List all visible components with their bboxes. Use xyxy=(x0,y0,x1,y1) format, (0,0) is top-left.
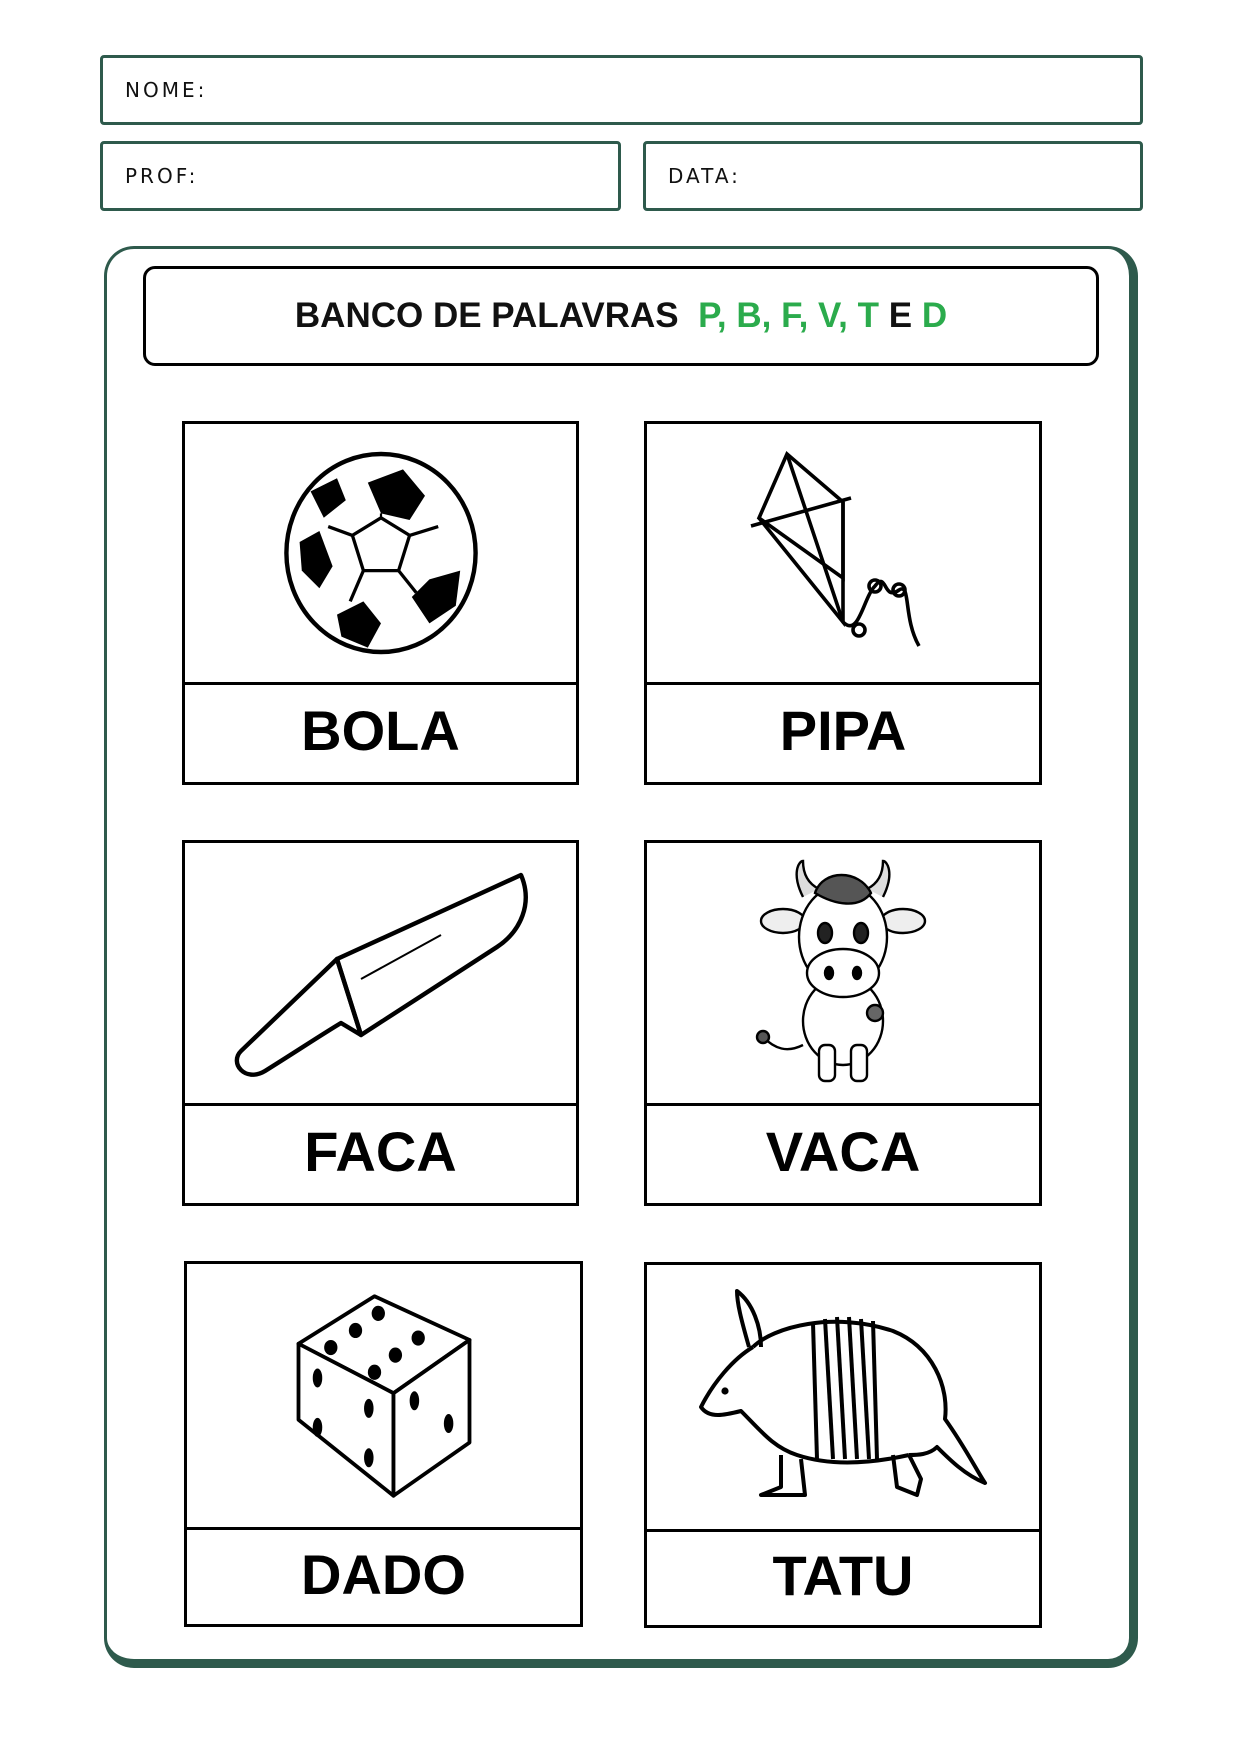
armadillo-icon xyxy=(693,1287,993,1507)
word-card-tatu xyxy=(644,1262,1042,1628)
word-card-bola xyxy=(182,421,579,785)
card-word: FACA xyxy=(304,1120,457,1183)
word-bank-title-box xyxy=(143,266,1099,366)
title-letters: P, B, F, V, T xyxy=(698,296,879,335)
cow-icon xyxy=(743,853,943,1093)
word-card-pipa xyxy=(644,421,1042,785)
teacher-field[interactable] xyxy=(100,141,621,211)
name-label: NOME: xyxy=(125,78,208,102)
title-connector: E xyxy=(888,296,913,335)
date-label: DATA: xyxy=(668,164,741,188)
card-image xyxy=(187,1264,580,1530)
teacher-label: PROF: xyxy=(125,164,199,188)
card-image xyxy=(647,424,1039,685)
card-image xyxy=(185,424,576,685)
card-image xyxy=(185,843,576,1106)
word-card-vaca xyxy=(644,840,1042,1206)
title-prefix: BANCO DE PALAVRAS xyxy=(294,296,679,335)
word-card-dado xyxy=(184,1261,583,1627)
word-bank-title xyxy=(295,296,947,336)
card-word: TATU xyxy=(772,1544,914,1607)
card-word: DADO xyxy=(301,1542,466,1606)
card-word: BOLA xyxy=(301,699,460,762)
knife-icon xyxy=(221,863,541,1083)
word-card-faca xyxy=(182,840,579,1206)
card-image xyxy=(647,843,1039,1106)
soccer-ball-icon xyxy=(271,443,491,663)
name-field[interactable] xyxy=(100,55,1143,125)
card-word: VACA xyxy=(765,1120,921,1183)
date-field[interactable] xyxy=(643,141,1143,211)
kite-icon xyxy=(743,438,943,668)
title-letter-d: D xyxy=(921,296,948,335)
card-word: PIPA xyxy=(779,699,907,762)
dice-icon xyxy=(289,1286,479,1506)
card-image xyxy=(647,1265,1039,1532)
